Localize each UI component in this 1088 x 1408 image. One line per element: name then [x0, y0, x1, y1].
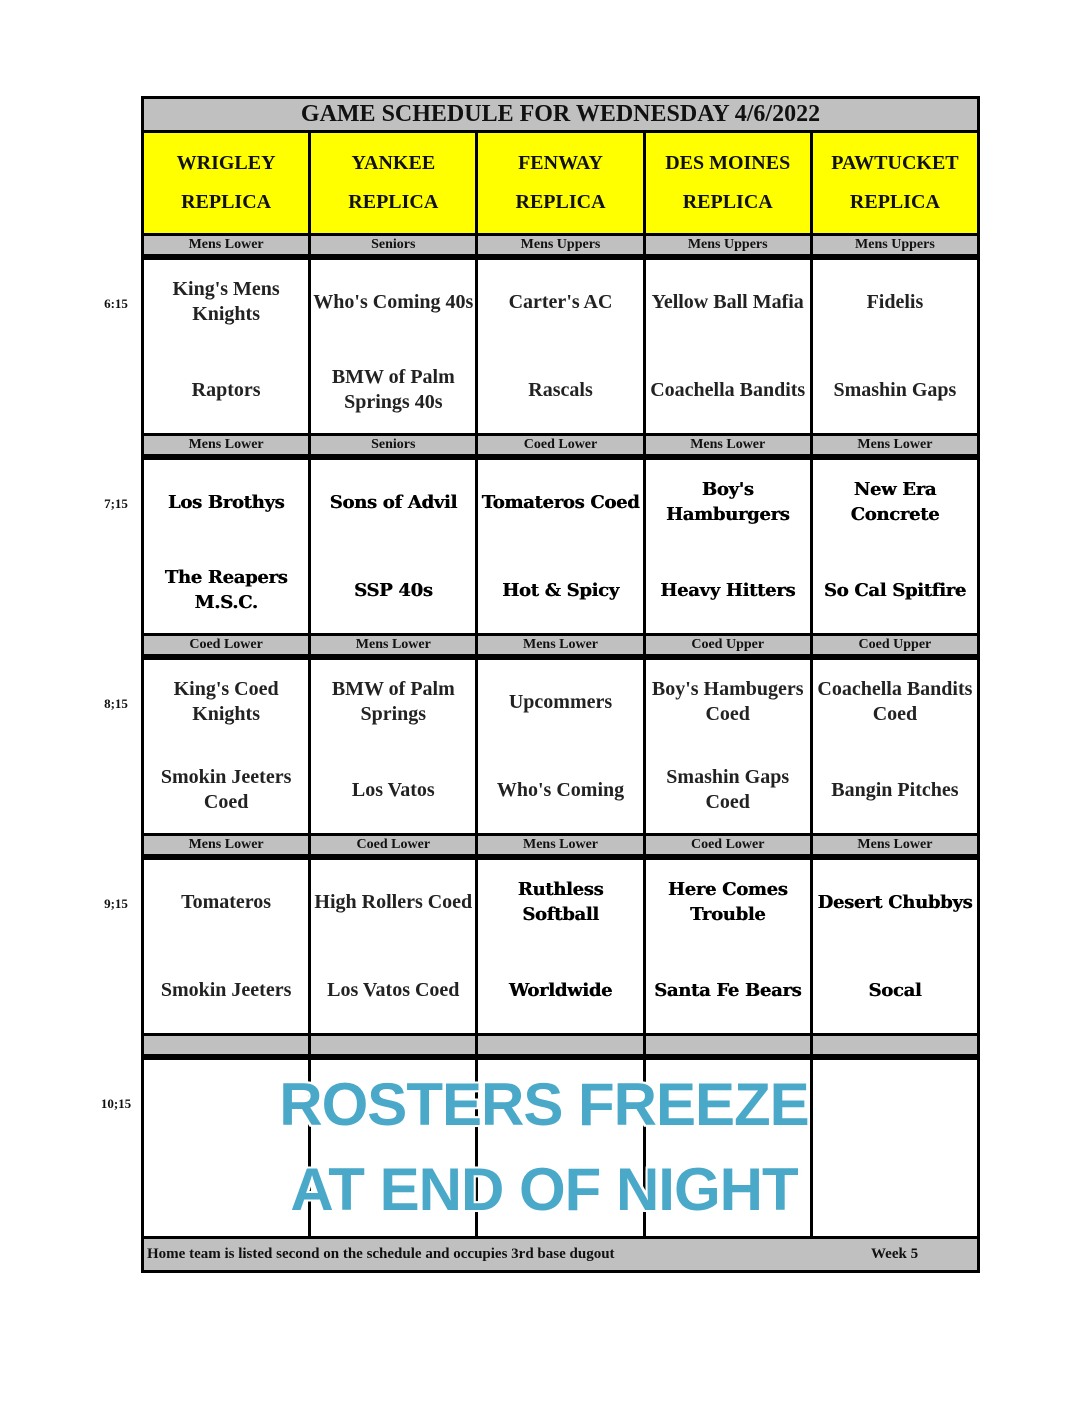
- footer-note: Home team is listed second on the schedule and occupies 3rd base dugout: [147, 1246, 615, 1262]
- game-cell: [311, 460, 478, 636]
- away-team: Ruthless Softball: [517, 879, 604, 925]
- game-cell: [646, 260, 813, 436]
- division-label: Mens Uppers: [646, 236, 813, 254]
- home-team: Rascals: [528, 378, 593, 401]
- division-label: Mens Uppers: [478, 236, 645, 254]
- game-cell: [813, 260, 977, 436]
- away-team: BMW of Palm Springs: [331, 678, 455, 725]
- notice-line-2: AT END OF NIGHT: [290, 1156, 798, 1223]
- time-slot-label: 7;15: [104, 496, 128, 511]
- game-cell: [478, 260, 645, 436]
- field-header-row: [144, 133, 977, 233]
- field-header-des-moines: [646, 133, 813, 233]
- game-cell: [813, 860, 977, 1036]
- away-team: Carter's AC: [508, 290, 613, 313]
- division-label: Coed Upper: [646, 636, 813, 654]
- field-sub: REPLICA: [849, 191, 940, 213]
- division-label: Mens Lower: [144, 436, 311, 454]
- away-team: Desert Chubbys: [817, 891, 973, 913]
- time-slot-label: 8;15: [104, 696, 128, 711]
- home-team: Santa Fe Bears: [654, 979, 802, 1001]
- division-label: [813, 1036, 977, 1054]
- home-team: Coachella Bandits: [650, 378, 806, 401]
- division-label: Mens Lower: [813, 436, 977, 454]
- field-name: WRIGLEY: [176, 152, 276, 174]
- field-header-fenway: [478, 133, 645, 233]
- game-cell: [646, 460, 813, 636]
- away-team: Sons of Advil: [329, 491, 457, 513]
- away-team: Fidelis: [866, 290, 924, 313]
- field-name: FENWAY: [518, 152, 603, 174]
- home-team: Who's Coming: [496, 778, 625, 801]
- home-team: Smashin Gaps Coed: [666, 766, 790, 813]
- division-label: Coed Lower: [478, 436, 645, 454]
- game-cell: [813, 460, 977, 636]
- field-sub: REPLICA: [348, 191, 439, 213]
- division-label: Mens Lower: [311, 636, 478, 654]
- home-team: Los Vatos: [351, 778, 435, 801]
- division-label: Coed Lower: [311, 836, 478, 854]
- home-team: So Cal Spitfire: [823, 579, 966, 601]
- division-label: Seniors: [311, 436, 478, 454]
- game-cell: [478, 660, 645, 836]
- home-team: Worldwide: [508, 979, 613, 1001]
- division-row: [144, 233, 977, 257]
- division-label: [478, 1036, 645, 1054]
- division-row: [144, 833, 977, 857]
- division-label: [311, 1036, 478, 1054]
- home-team: BMW of Palm Springs 40s: [331, 366, 455, 413]
- away-team: King's Coed Knights: [173, 678, 279, 725]
- away-team: Yellow Ball Mafia: [651, 290, 804, 313]
- away-team: Coachella Bandits Coed: [817, 678, 973, 725]
- away-team: Here Comes Trouble: [667, 879, 788, 925]
- game-cell: [311, 260, 478, 436]
- home-team: The Reapers M.S.C.: [164, 567, 288, 613]
- division-label: Coed Lower: [144, 636, 311, 654]
- division-label: Mens Lower: [478, 836, 645, 854]
- field-header-wrigley: [144, 133, 311, 233]
- home-team: Hot & Spicy: [502, 579, 619, 601]
- field-name: DES MOINES: [665, 152, 791, 174]
- field-sub: REPLICA: [515, 191, 606, 213]
- division-label: Mens Uppers: [813, 236, 977, 254]
- away-team: Tomateros: [181, 890, 272, 913]
- field-sub: REPLICA: [682, 191, 773, 213]
- game-cell: [478, 460, 645, 636]
- division-label: Mens Lower: [478, 636, 645, 654]
- division-label: Mens Lower: [144, 236, 311, 254]
- division-label: Mens Lower: [646, 436, 813, 454]
- division-label: Coed Upper: [813, 636, 977, 654]
- game-cell: [144, 460, 311, 636]
- field-header-yankee: [311, 133, 478, 233]
- schedule-title: GAME SCHEDULE FOR WEDNESDAY 4/6/2022: [144, 99, 977, 133]
- home-team: Heavy Hitters: [660, 579, 796, 601]
- game-cell: [144, 660, 311, 836]
- time-slot-label: 10;15: [100, 1096, 132, 1111]
- home-team: SSP 40s: [354, 579, 433, 601]
- game-row: [144, 460, 977, 636]
- away-team: Who's Coming 40s: [313, 290, 474, 313]
- division-label: [144, 1036, 311, 1054]
- field-name: YANKEE: [351, 152, 436, 174]
- game-cell: [646, 660, 813, 836]
- game-row: [144, 260, 977, 436]
- home-team: Smokin Jeeters: [160, 978, 292, 1001]
- division-label: Coed Lower: [646, 836, 813, 854]
- away-team: Boy's Hambugers Coed: [651, 678, 804, 725]
- home-team: Smokin Jeeters Coed: [160, 766, 292, 813]
- game-row: [144, 860, 977, 1036]
- footer-bar: [144, 1236, 977, 1270]
- away-team: Tomateros Coed: [481, 491, 640, 513]
- home-team: Socal: [868, 979, 922, 1001]
- footer-week: Week 5: [871, 1246, 919, 1262]
- home-team: Los Vatos Coed: [327, 978, 460, 1001]
- game-cell: [144, 860, 311, 1036]
- away-team: King's Mens Knights: [172, 278, 280, 325]
- away-team: High Rollers Coed: [314, 890, 473, 913]
- away-team: Upcommers: [508, 690, 613, 713]
- division-label: Seniors: [311, 236, 478, 254]
- home-team: Raptors: [191, 378, 261, 401]
- home-team: Smashin Gaps: [833, 378, 957, 401]
- away-team: Boy's Hamburgers: [665, 479, 790, 525]
- game-cell: [813, 660, 977, 836]
- field-name: PAWTUCKET: [831, 152, 959, 174]
- division-label: [646, 1036, 813, 1054]
- game-cell: [144, 260, 311, 436]
- game-cell: [478, 860, 645, 1036]
- game-row: [144, 660, 977, 836]
- away-team: New Era Concrete: [850, 479, 940, 525]
- division-row: [144, 433, 977, 457]
- notice-line-1: ROSTERS FREEZE: [279, 1071, 809, 1138]
- division-row: [144, 633, 977, 657]
- away-team: Los Brothys: [167, 491, 285, 513]
- division-row: [144, 1033, 977, 1057]
- division-label: Mens Lower: [813, 836, 977, 854]
- home-team: Bangin Pitches: [831, 778, 959, 801]
- field-sub: REPLICA: [181, 191, 272, 213]
- time-slot-label: 6:15: [104, 296, 128, 311]
- game-cell: [311, 860, 478, 1036]
- game-cell: [311, 660, 478, 836]
- division-label: Mens Lower: [144, 836, 311, 854]
- time-slot-label: 9;15: [104, 896, 128, 911]
- game-cell: [646, 860, 813, 1036]
- field-header-pawtucket: [813, 133, 977, 233]
